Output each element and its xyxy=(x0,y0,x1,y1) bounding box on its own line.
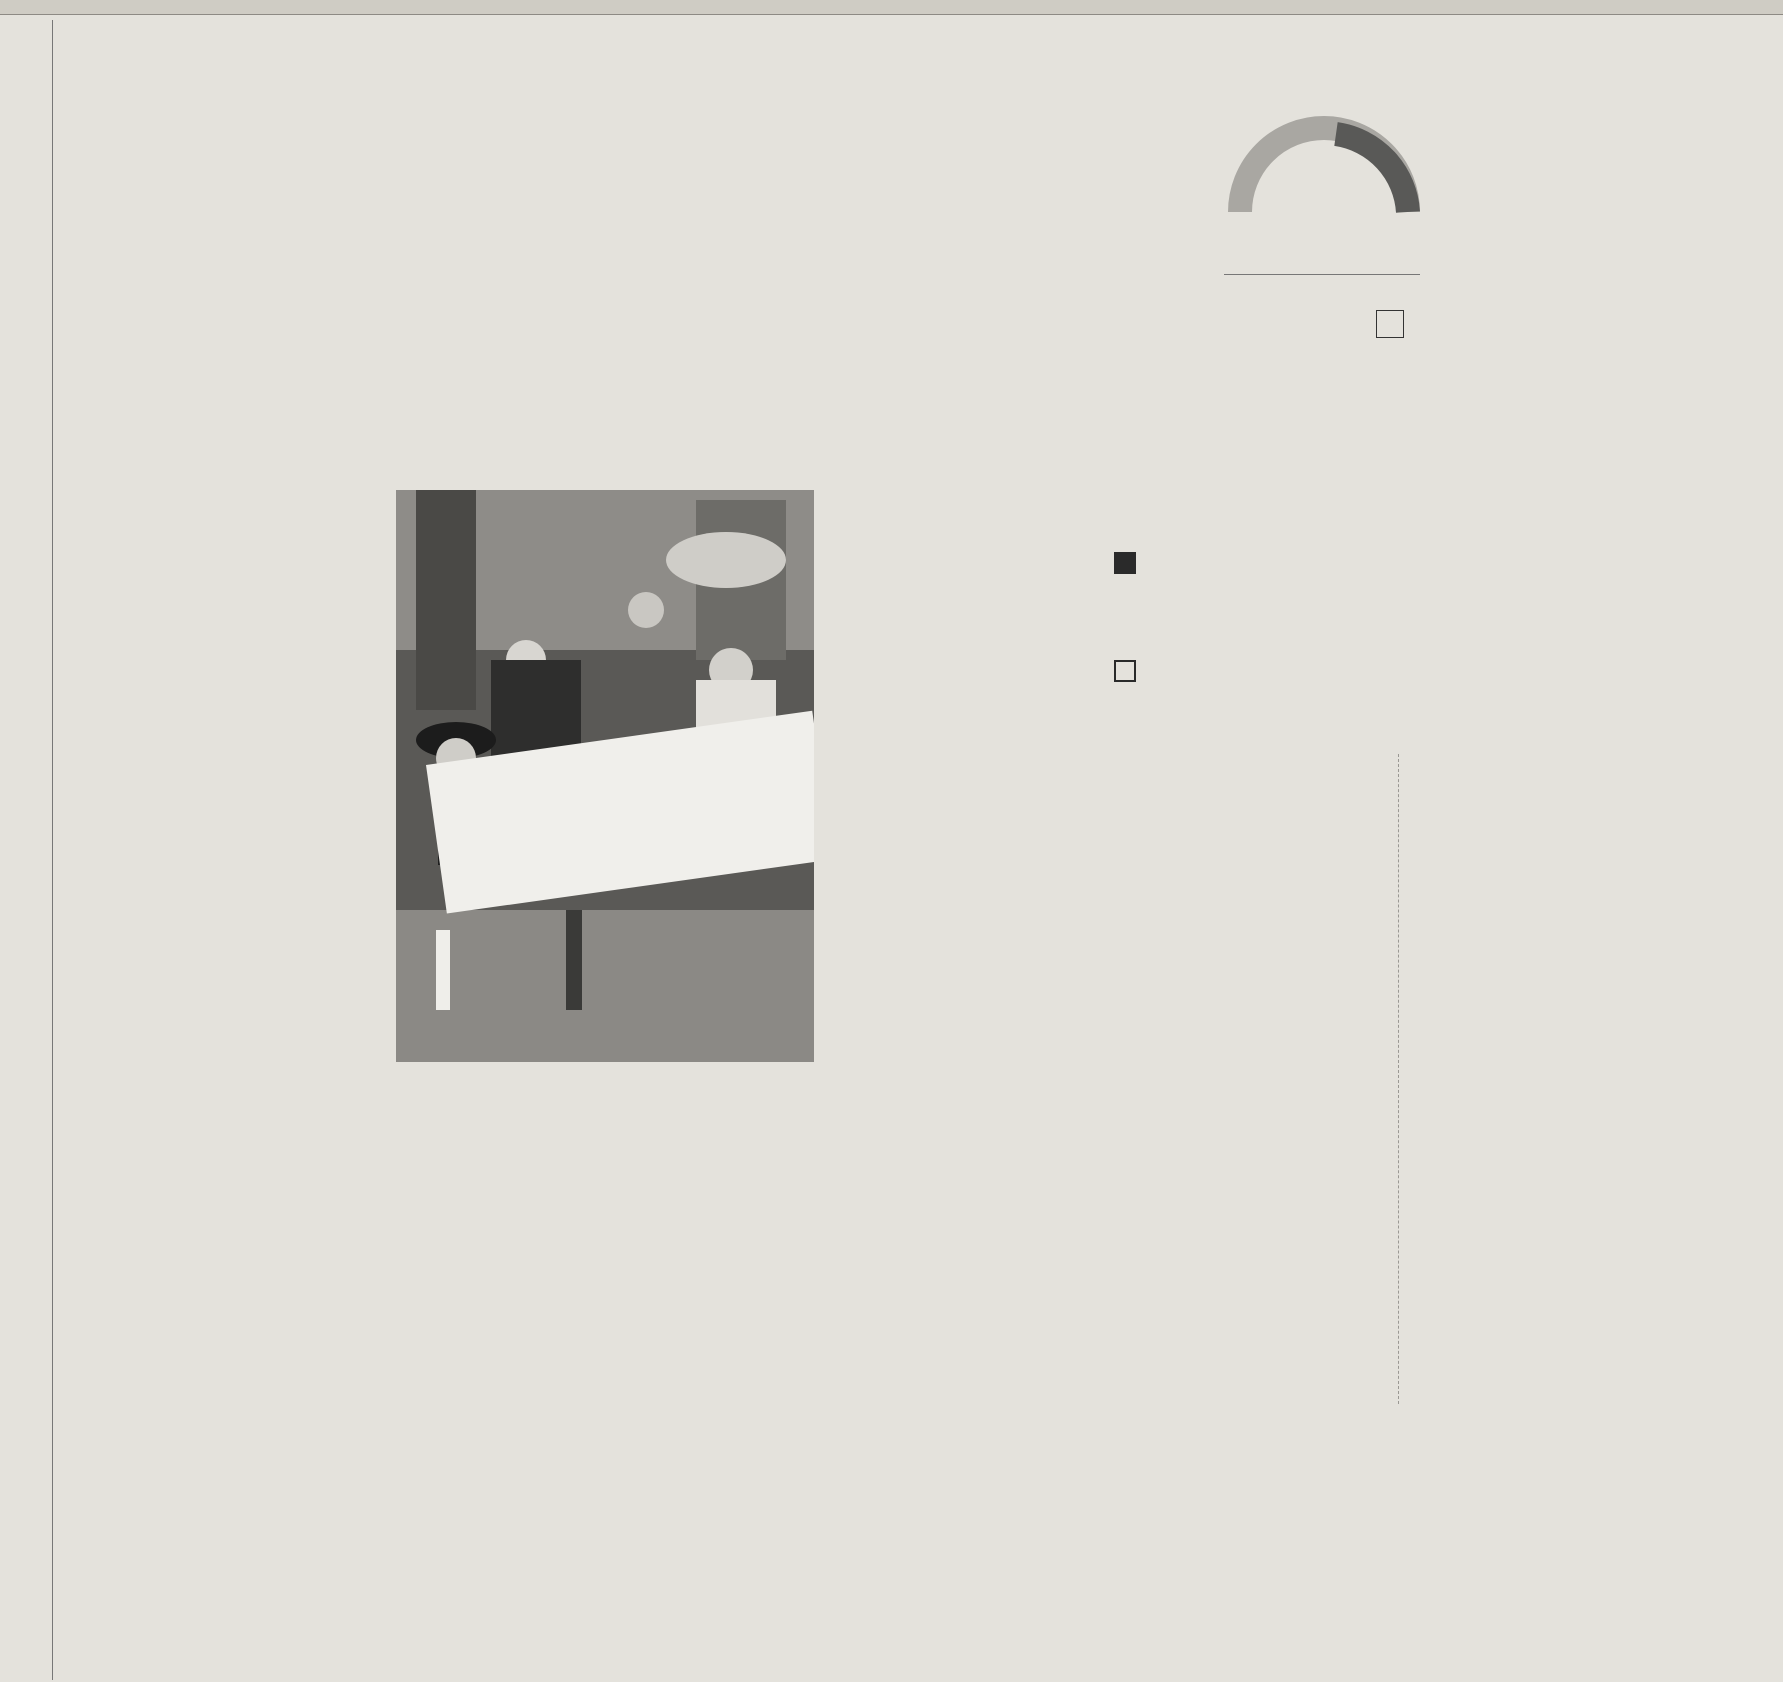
adjacent-article-fragment xyxy=(0,290,46,670)
header-strip xyxy=(0,0,1783,15)
column-divider xyxy=(1398,754,1399,1404)
section-marker-filled xyxy=(1114,552,1136,574)
body-block-4 xyxy=(1707,752,1763,1042)
section-marker-open xyxy=(1114,660,1136,682)
series-logo xyxy=(1218,100,1446,300)
article-left-border xyxy=(52,20,53,1680)
body-block-1 xyxy=(1128,108,1184,398)
demo-photo xyxy=(396,490,814,1062)
series-number xyxy=(1376,310,1404,338)
chart-plot xyxy=(118,192,318,982)
series-rule xyxy=(1224,274,1420,275)
body-block-2 xyxy=(1181,478,1237,768)
series-arc-icon xyxy=(1218,100,1446,220)
